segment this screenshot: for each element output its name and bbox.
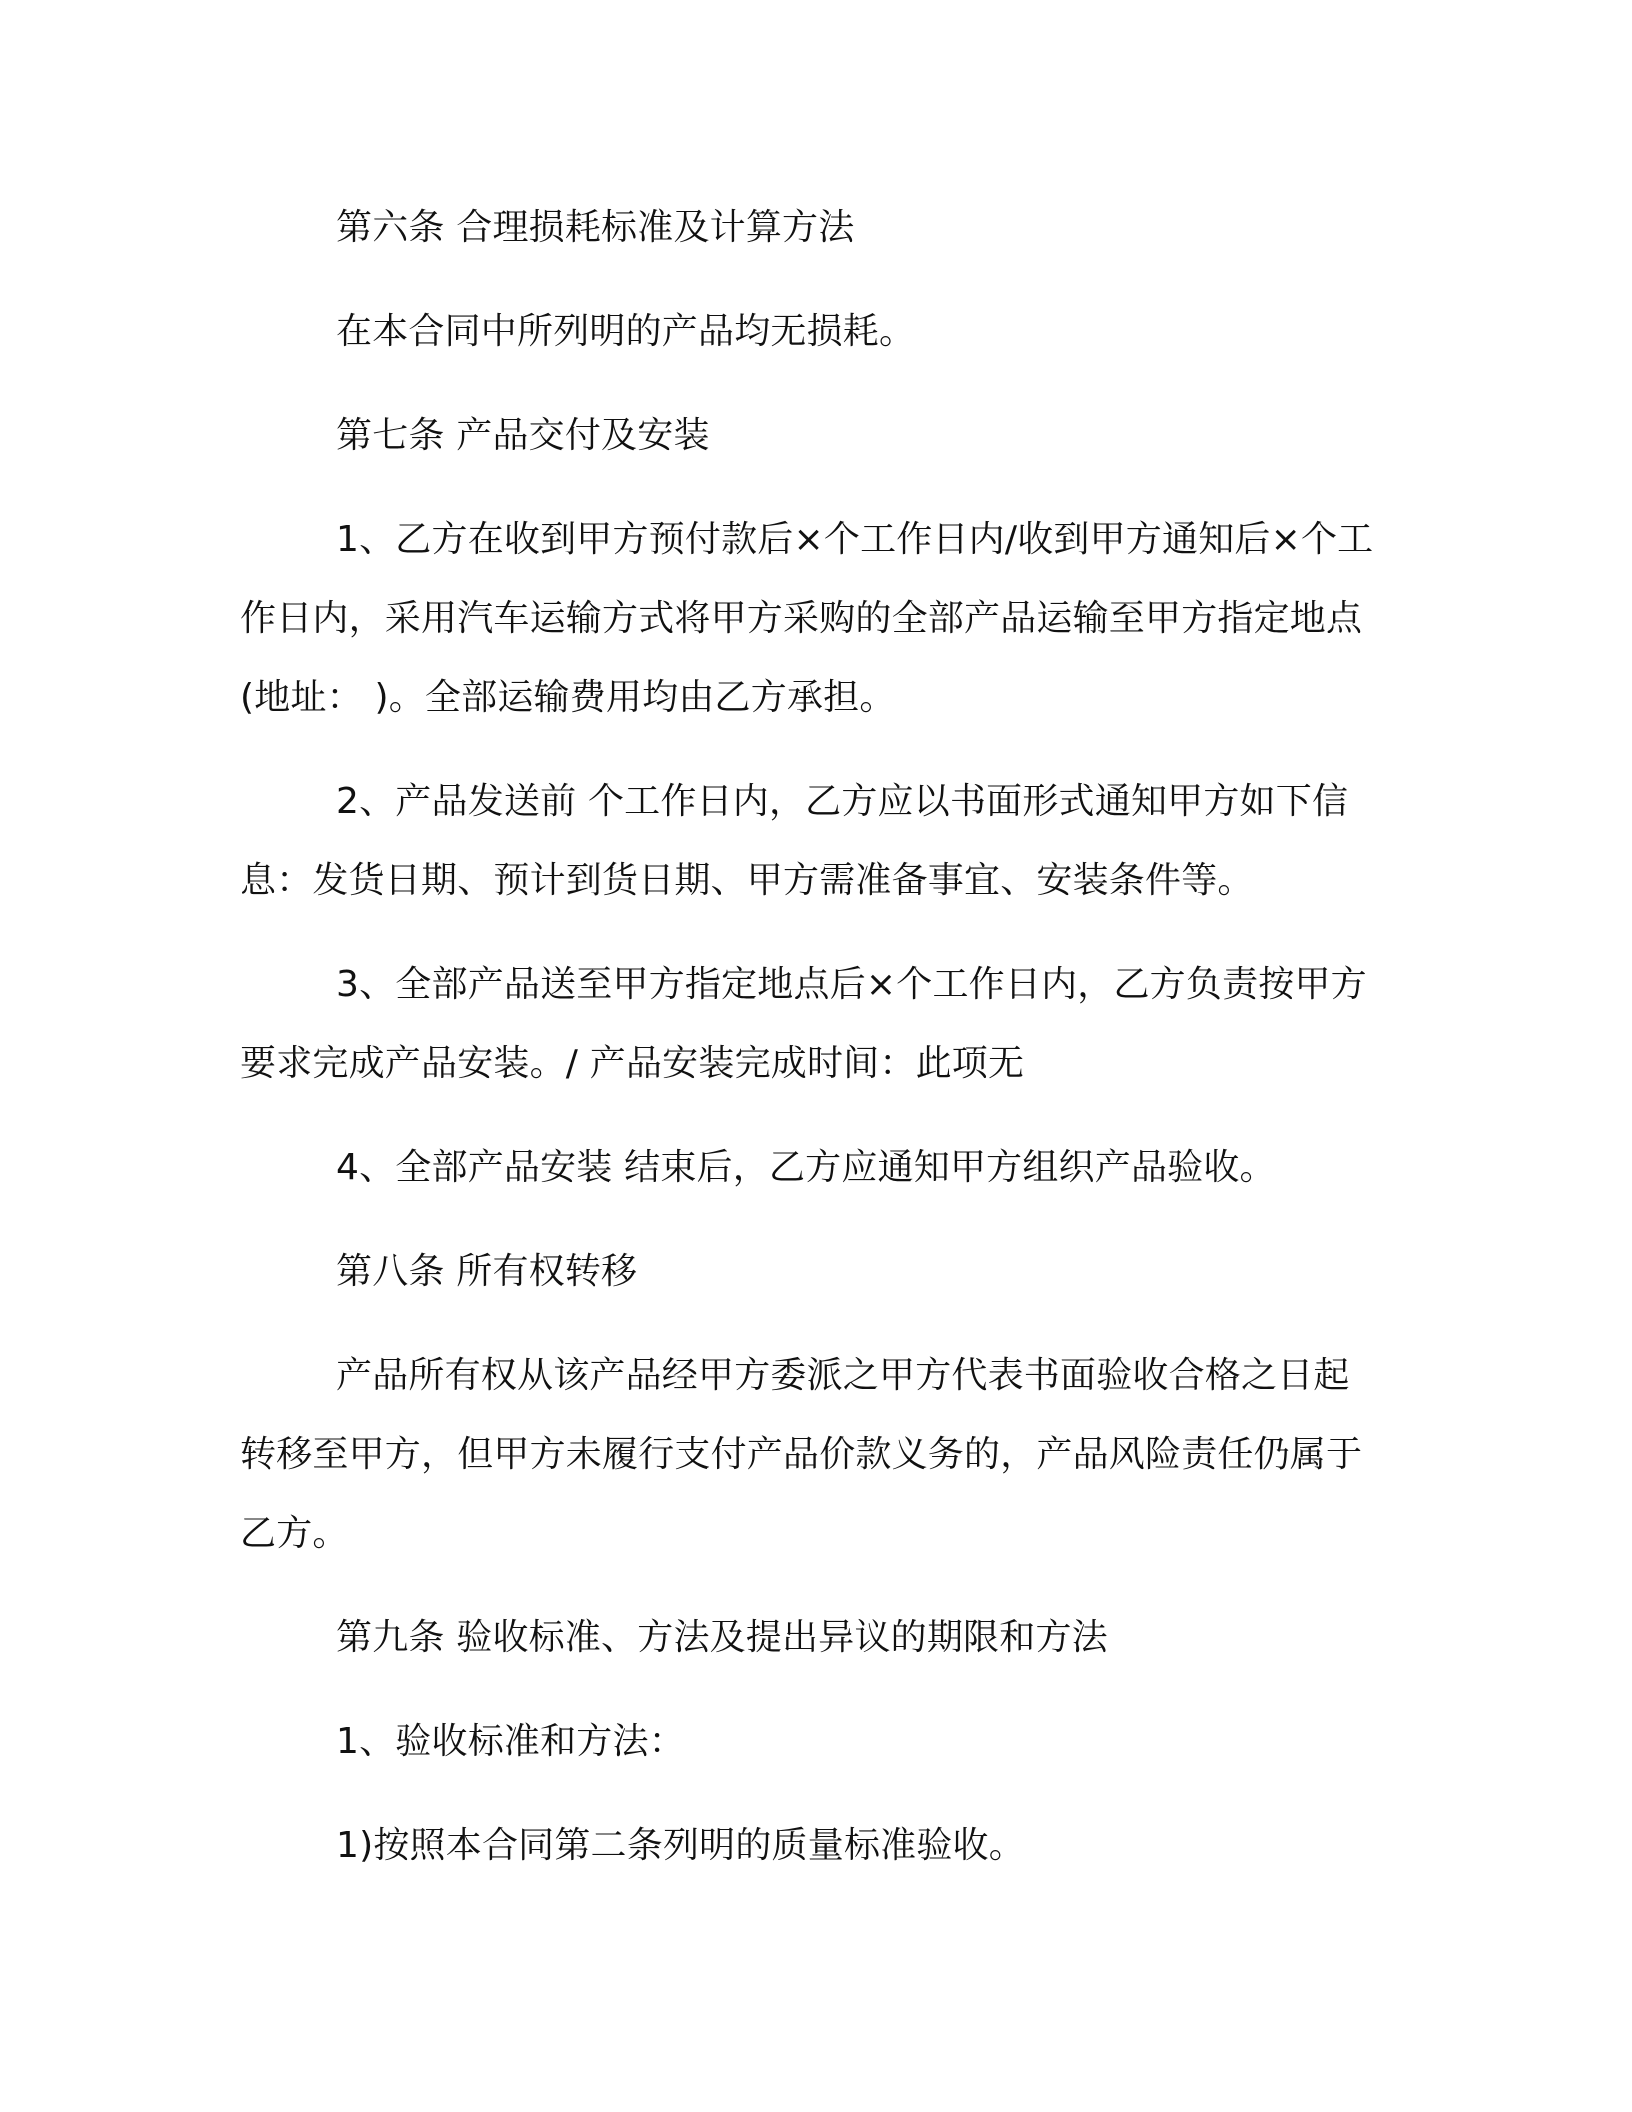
article-8-heading: 第八条 所有权转移 [336,1251,638,1292]
article-9-item-1-sub-1: 1)按照本合同第二条列明的质量标准验收。 [336,1825,1025,1866]
article-6-text: 在本合同中所列明的产品均无损耗。 [336,311,916,352]
document-body [240,188,1380,1885]
article-7-item-2: 2、产品发送前 个工作日内，乙方应以书面形式通知甲方如下信息：发货日期、预计到货日期、甲方需准备事宜、安装条件等。 [240,781,1349,901]
article-7-item-1: 1、乙方在收到甲方预付款后×个工作日内/收到甲方通知后×个工作日内，采用汽车运输方式将甲方采购的全部产品运输至甲方指定地点(地址： )。全部运输费用均由乙方承担。 [240,519,1374,718]
article-6-heading: 第六条 合理损耗标准及计算方法 [336,207,855,248]
article-7-heading: 第七条 产品交付及安装 [336,415,710,456]
article-9-item-1: 1、验收标准和方法： [336,1721,685,1762]
article-8-text: 产品所有权从该产品经甲方委派之甲方代表书面验收合格之日起转移至甲方，但甲方未履行支付产品价款义务的，产品风险责任仍属于乙方。 [240,1355,1363,1554]
article-7-item-4: 4、全部产品安装 结束后，乙方应通知甲方组织产品验收。 [336,1147,1276,1188]
article-9-heading: 第九条 验收标准、方法及提出异议的期限和方法 [336,1617,1108,1658]
article-7-item-3: 3、全部产品送至甲方指定地点后×个工作日内，乙方负责按甲方要求完成产品安装。/ 产品安装完成时间：此项无 [240,964,1367,1084]
